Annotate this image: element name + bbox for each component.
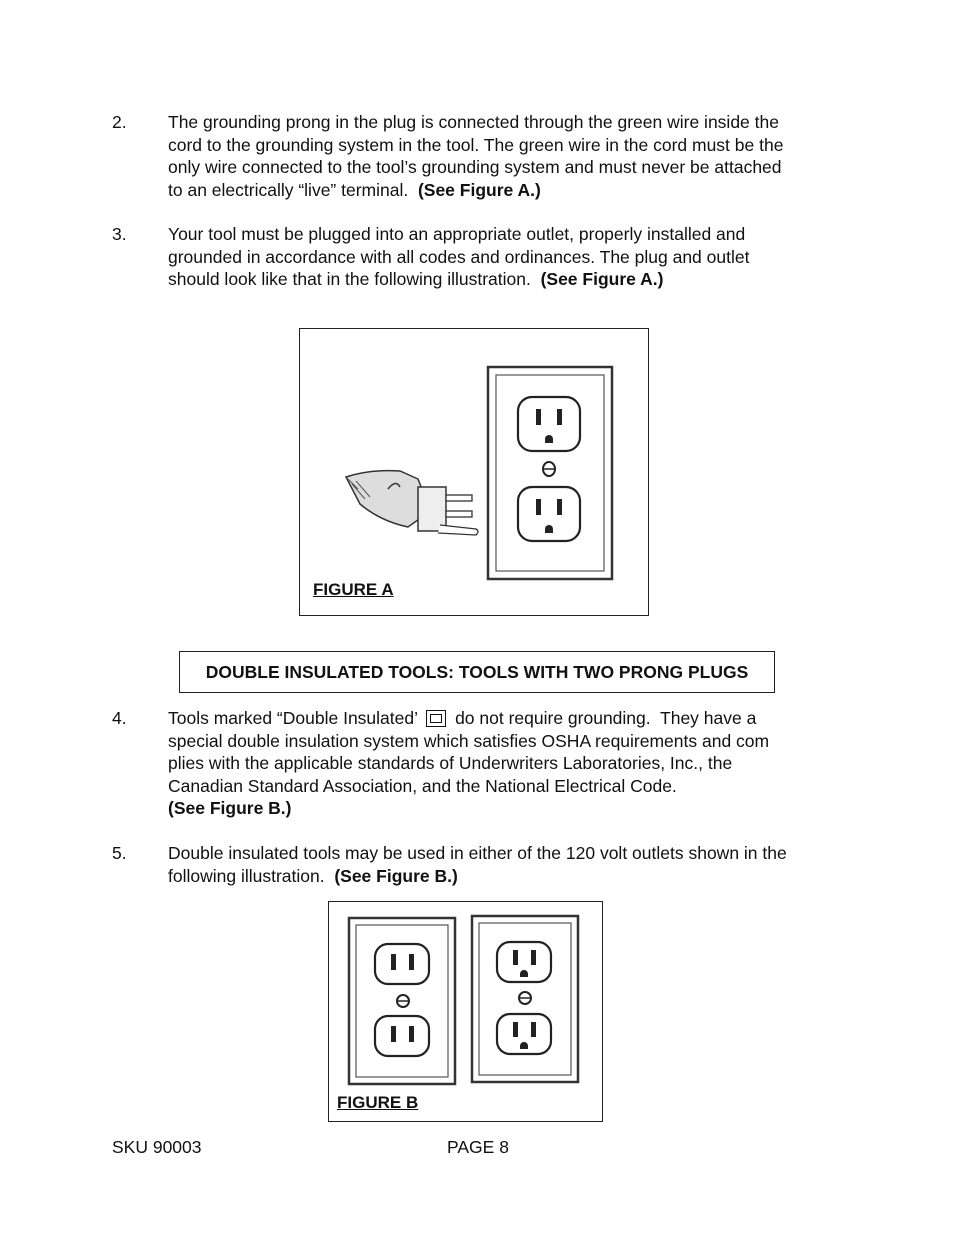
text-line: plies with the applicable standards of Underwriters Laboratories, Inc., the [168,753,733,773]
item-text [168,223,838,291]
item-number: 5. [112,843,127,863]
text-fragment: following illustration. [168,865,335,886]
text-line [168,268,838,291]
text-line: special double insulation system which satisfies OSHA requirements and com [168,730,770,751]
figure-a [299,328,649,616]
footer-sku: SKU 90003 [112,1137,202,1157]
text-fragment: to an electrically “live” terminal. [168,179,418,200]
item-text [168,111,838,201]
two-outlets-illustration [329,902,602,1121]
text-line: Double insulated tools may be used in either of the 120 volt outlets shown in the [168,843,787,863]
text-line: grounded in accordance with all codes and ordinances. The plug and outlet [168,246,750,267]
figure-reference: (See Figure B.) [334,865,458,886]
figure-reference: (See Figure A.) [540,269,664,289]
item-number: 3. [112,224,127,244]
text-fragment: should look like that in the following illustration. [168,269,541,289]
figure-reference: (See Figure A.) [417,179,541,200]
plug-and-outlet-illustration [300,329,648,615]
text-line [168,865,838,888]
text-fragment: do not require grounding. They have a [450,708,757,728]
figure-b [328,901,603,1122]
text-line [168,707,838,730]
text-fragment: Tools marked “Double Insulated’ [168,708,423,728]
figure-b-label: FIGURE B [337,1093,419,1112]
text-line: only wire connected to the tool’s grounding system and must never be attached [168,157,782,177]
text-line: cord to the grounding system in the tool. The green wire in the cord must be the [168,134,784,155]
figure-reference: (See Figure B.) [168,798,292,818]
double-insulated-icon [426,710,446,727]
item-number: 2. [112,112,127,132]
item-number: 4. [112,708,127,728]
text-line [168,179,838,202]
figure-a-label: FIGURE A [313,580,394,599]
section-banner: DOUBLE INSULATED TOOLS: TOOLS WITH TWO PRONG PLUGS [179,651,775,693]
item-text [168,842,838,887]
text-line: Canadian Standard Association, and the National Electrical Code. [168,775,677,796]
footer-page-number: PAGE 8 [447,1137,509,1157]
item-text [168,707,838,820]
text-line: The grounding prong in the plug is connected through the green wire inside the [168,112,779,132]
text-line: Your tool must be plugged into an appropriate outlet, properly installed and [168,224,746,244]
